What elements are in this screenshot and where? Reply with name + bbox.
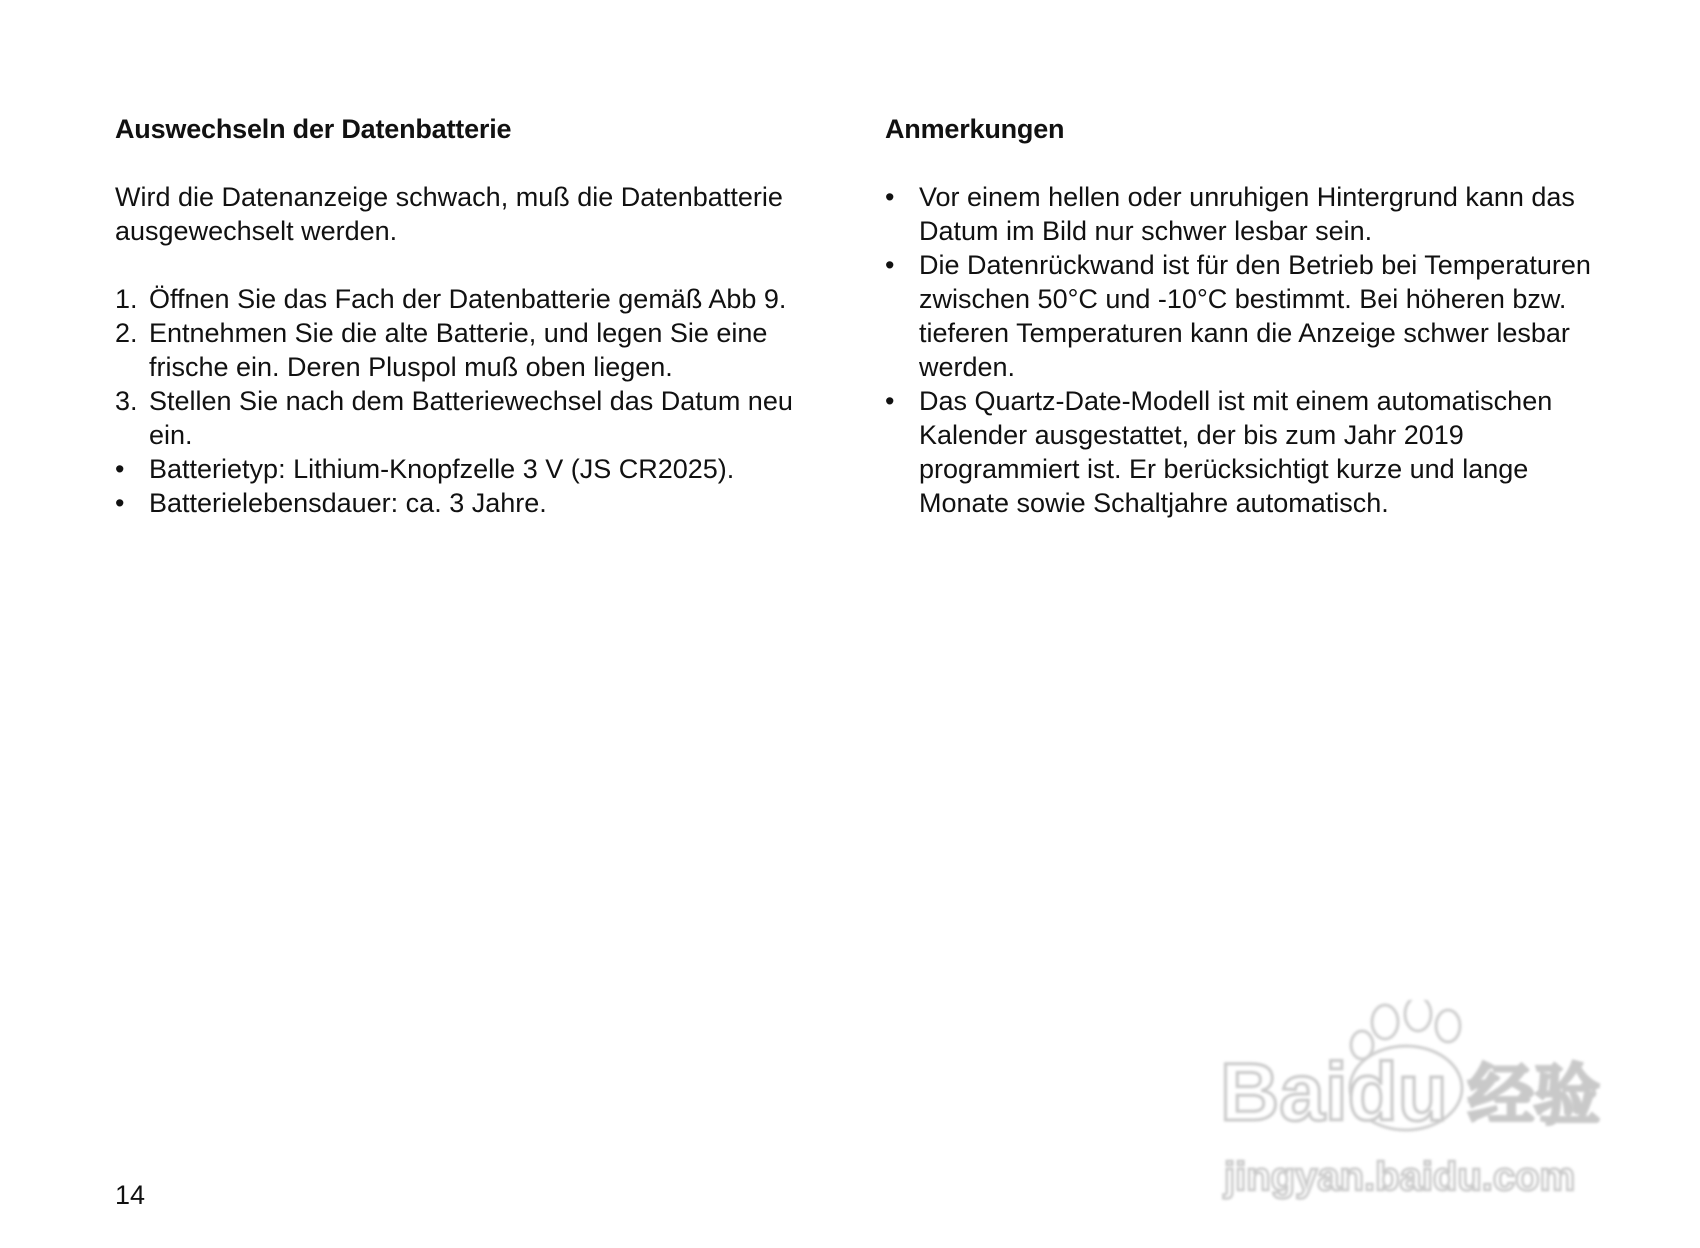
battery-intro-text: Wird die Datenanzeige schwach, muß die Datenbatterie ausgewechselt werden. — [115, 182, 783, 246]
list-item — [885, 248, 1605, 384]
list-item — [115, 316, 835, 384]
baidu-jingyan-watermark — [1210, 1000, 1630, 1200]
notes-section-heading: Anmerkungen — [885, 114, 1065, 144]
list-marker: 1. — [115, 284, 138, 314]
list-item-text: Stellen Sie nach dem Batteriewechsel das Datum neu ein. — [149, 386, 793, 450]
list-marker: • — [885, 386, 895, 416]
list-item — [115, 452, 835, 486]
list-item-text: Das Quartz-Date-Modell ist mit einem automatischen Kalender ausgestattet, der bis zum Jahr 2019 programmiert ist. Er berücksichtigt kurze und lange Monate sowie Schaltjahre automatisch. — [919, 386, 1553, 518]
list-item — [115, 486, 835, 520]
list-item-text: Batterietyp: Lithium-Knopfzelle 3 V (JS CR2025). — [149, 454, 735, 484]
list-marker: 2. — [115, 318, 138, 348]
battery-steps-list — [115, 282, 835, 520]
list-item-text: Entnehmen Sie die alte Batterie, und legen Sie eine frische ein. Deren Pluspol muß oben liegen. — [149, 318, 768, 382]
list-item — [115, 384, 835, 452]
watermark-url: jingyan.baidu.com — [1224, 1155, 1576, 1199]
right-column — [885, 112, 1605, 520]
list-item-text: Batterielebensdauer: ca. 3 Jahre. — [149, 488, 547, 518]
notes-list — [885, 180, 1605, 520]
list-item-text: Vor einem hellen oder unruhigen Hintergrund kann das Datum im Bild nur schwer lesbar sein. — [919, 182, 1575, 246]
list-marker: • — [885, 250, 895, 280]
list-item — [885, 384, 1605, 520]
left-column — [115, 112, 835, 520]
battery-section-heading: Auswechseln der Datenbatterie — [115, 114, 512, 144]
watermark-brand: Baidu — [1220, 1047, 1448, 1138]
watermark-brand-cn: 经验 — [1468, 1057, 1600, 1134]
page-number: 14 — [115, 1180, 146, 1210]
list-item — [885, 180, 1605, 248]
list-item — [115, 282, 835, 316]
list-marker: • — [115, 488, 125, 518]
list-item-text: Öffnen Sie das Fach der Datenbatterie gemäß Abb 9. — [149, 284, 787, 314]
list-marker: • — [885, 182, 895, 212]
list-item-text: Die Datenrückwand ist für den Betrieb bei Temperaturen zwischen 50°C und -10°C bestimmt. Bei höheren bzw. tieferen Temperaturen kann die Anzeige schwer lesbar werden. — [919, 250, 1591, 382]
list-marker: • — [115, 454, 125, 484]
list-marker: 3. — [115, 386, 138, 416]
